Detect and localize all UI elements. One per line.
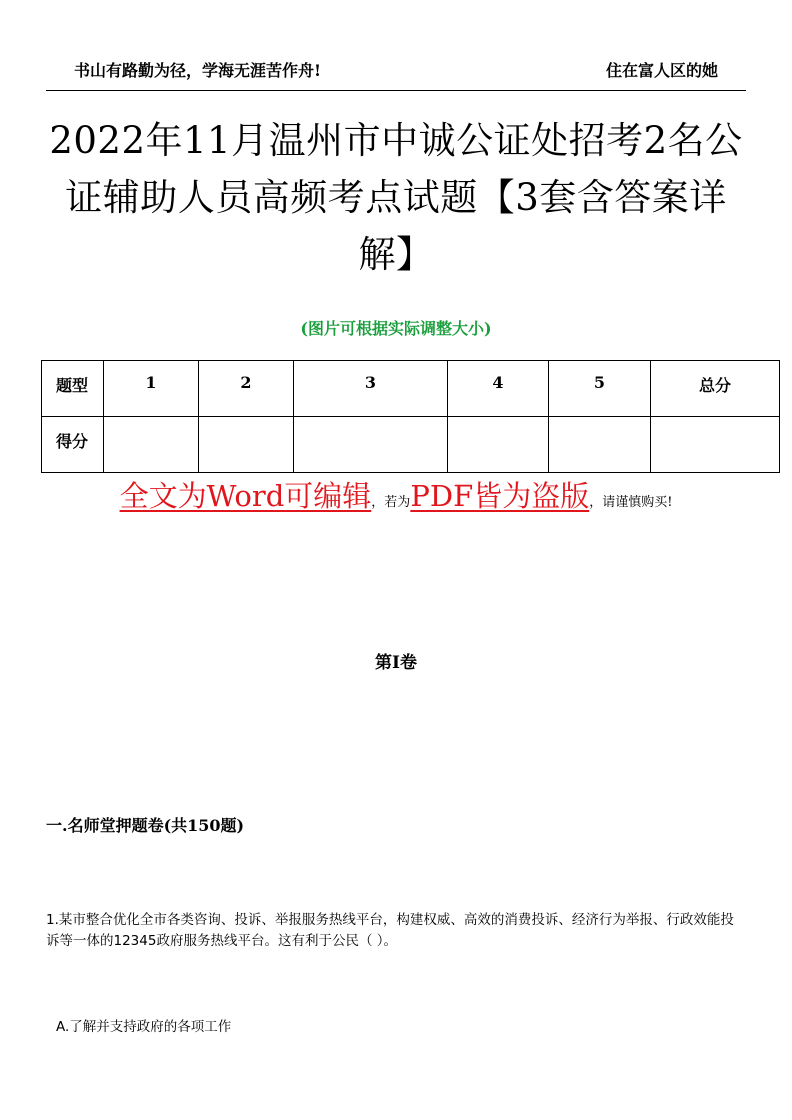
header-cell: 4 [448,361,549,417]
option-a[interactable]: A.了解并支持政府的各项工作 [56,1019,232,1035]
volume-heading: 第I卷 [375,653,417,673]
score-cell[interactable] [651,417,780,473]
header-cell: 2 [199,361,294,417]
image-resize-note: (图片可根据实际调整大小) [300,319,492,338]
header-cell: 3 [294,361,448,417]
score-table-header-row [42,361,780,417]
header-cell: 总分 [651,361,780,417]
header-author: 住在富人区的她 [605,61,718,80]
score-cell[interactable] [199,417,294,473]
header-cell: 5 [549,361,651,417]
score-table-row [42,417,780,473]
score-cell[interactable] [549,417,651,473]
section-heading: 一.名师堂押题卷(共150题) [46,816,245,835]
header-motto: 书山有路勤为径，学海无涯苦作舟! [74,61,322,80]
notice-text: ，请谨慎购买! [589,495,673,510]
question-1: 1.某市整合优化全市各类咨询、投诉、举报服务热线平台，构建权威、高效的消费投诉、经济行为举报、行政效能投诉等一体的12345政府服务热线平台。这有利于公民（ ）。 [46,912,734,949]
notice-pdf-piracy: PDF皆为盗版 [410,479,590,513]
document-title: 2022年11月温州市中诚公证处招考2名公证辅助人员高频考点试题【3套含答案详解】 [49,119,743,276]
header-cell: 1 [104,361,199,417]
notice-text: ，若为 [371,495,411,510]
header-cell: 题型 [42,361,104,417]
notice-word-editable: 全文为Word可编辑 [119,479,372,513]
row-label: 得分 [42,417,104,473]
copyright-notice [0,474,792,515]
score-cell[interactable] [448,417,549,473]
score-table [41,360,780,473]
score-cell[interactable] [294,417,448,473]
header-divider [46,90,746,91]
score-cell[interactable] [104,417,199,473]
